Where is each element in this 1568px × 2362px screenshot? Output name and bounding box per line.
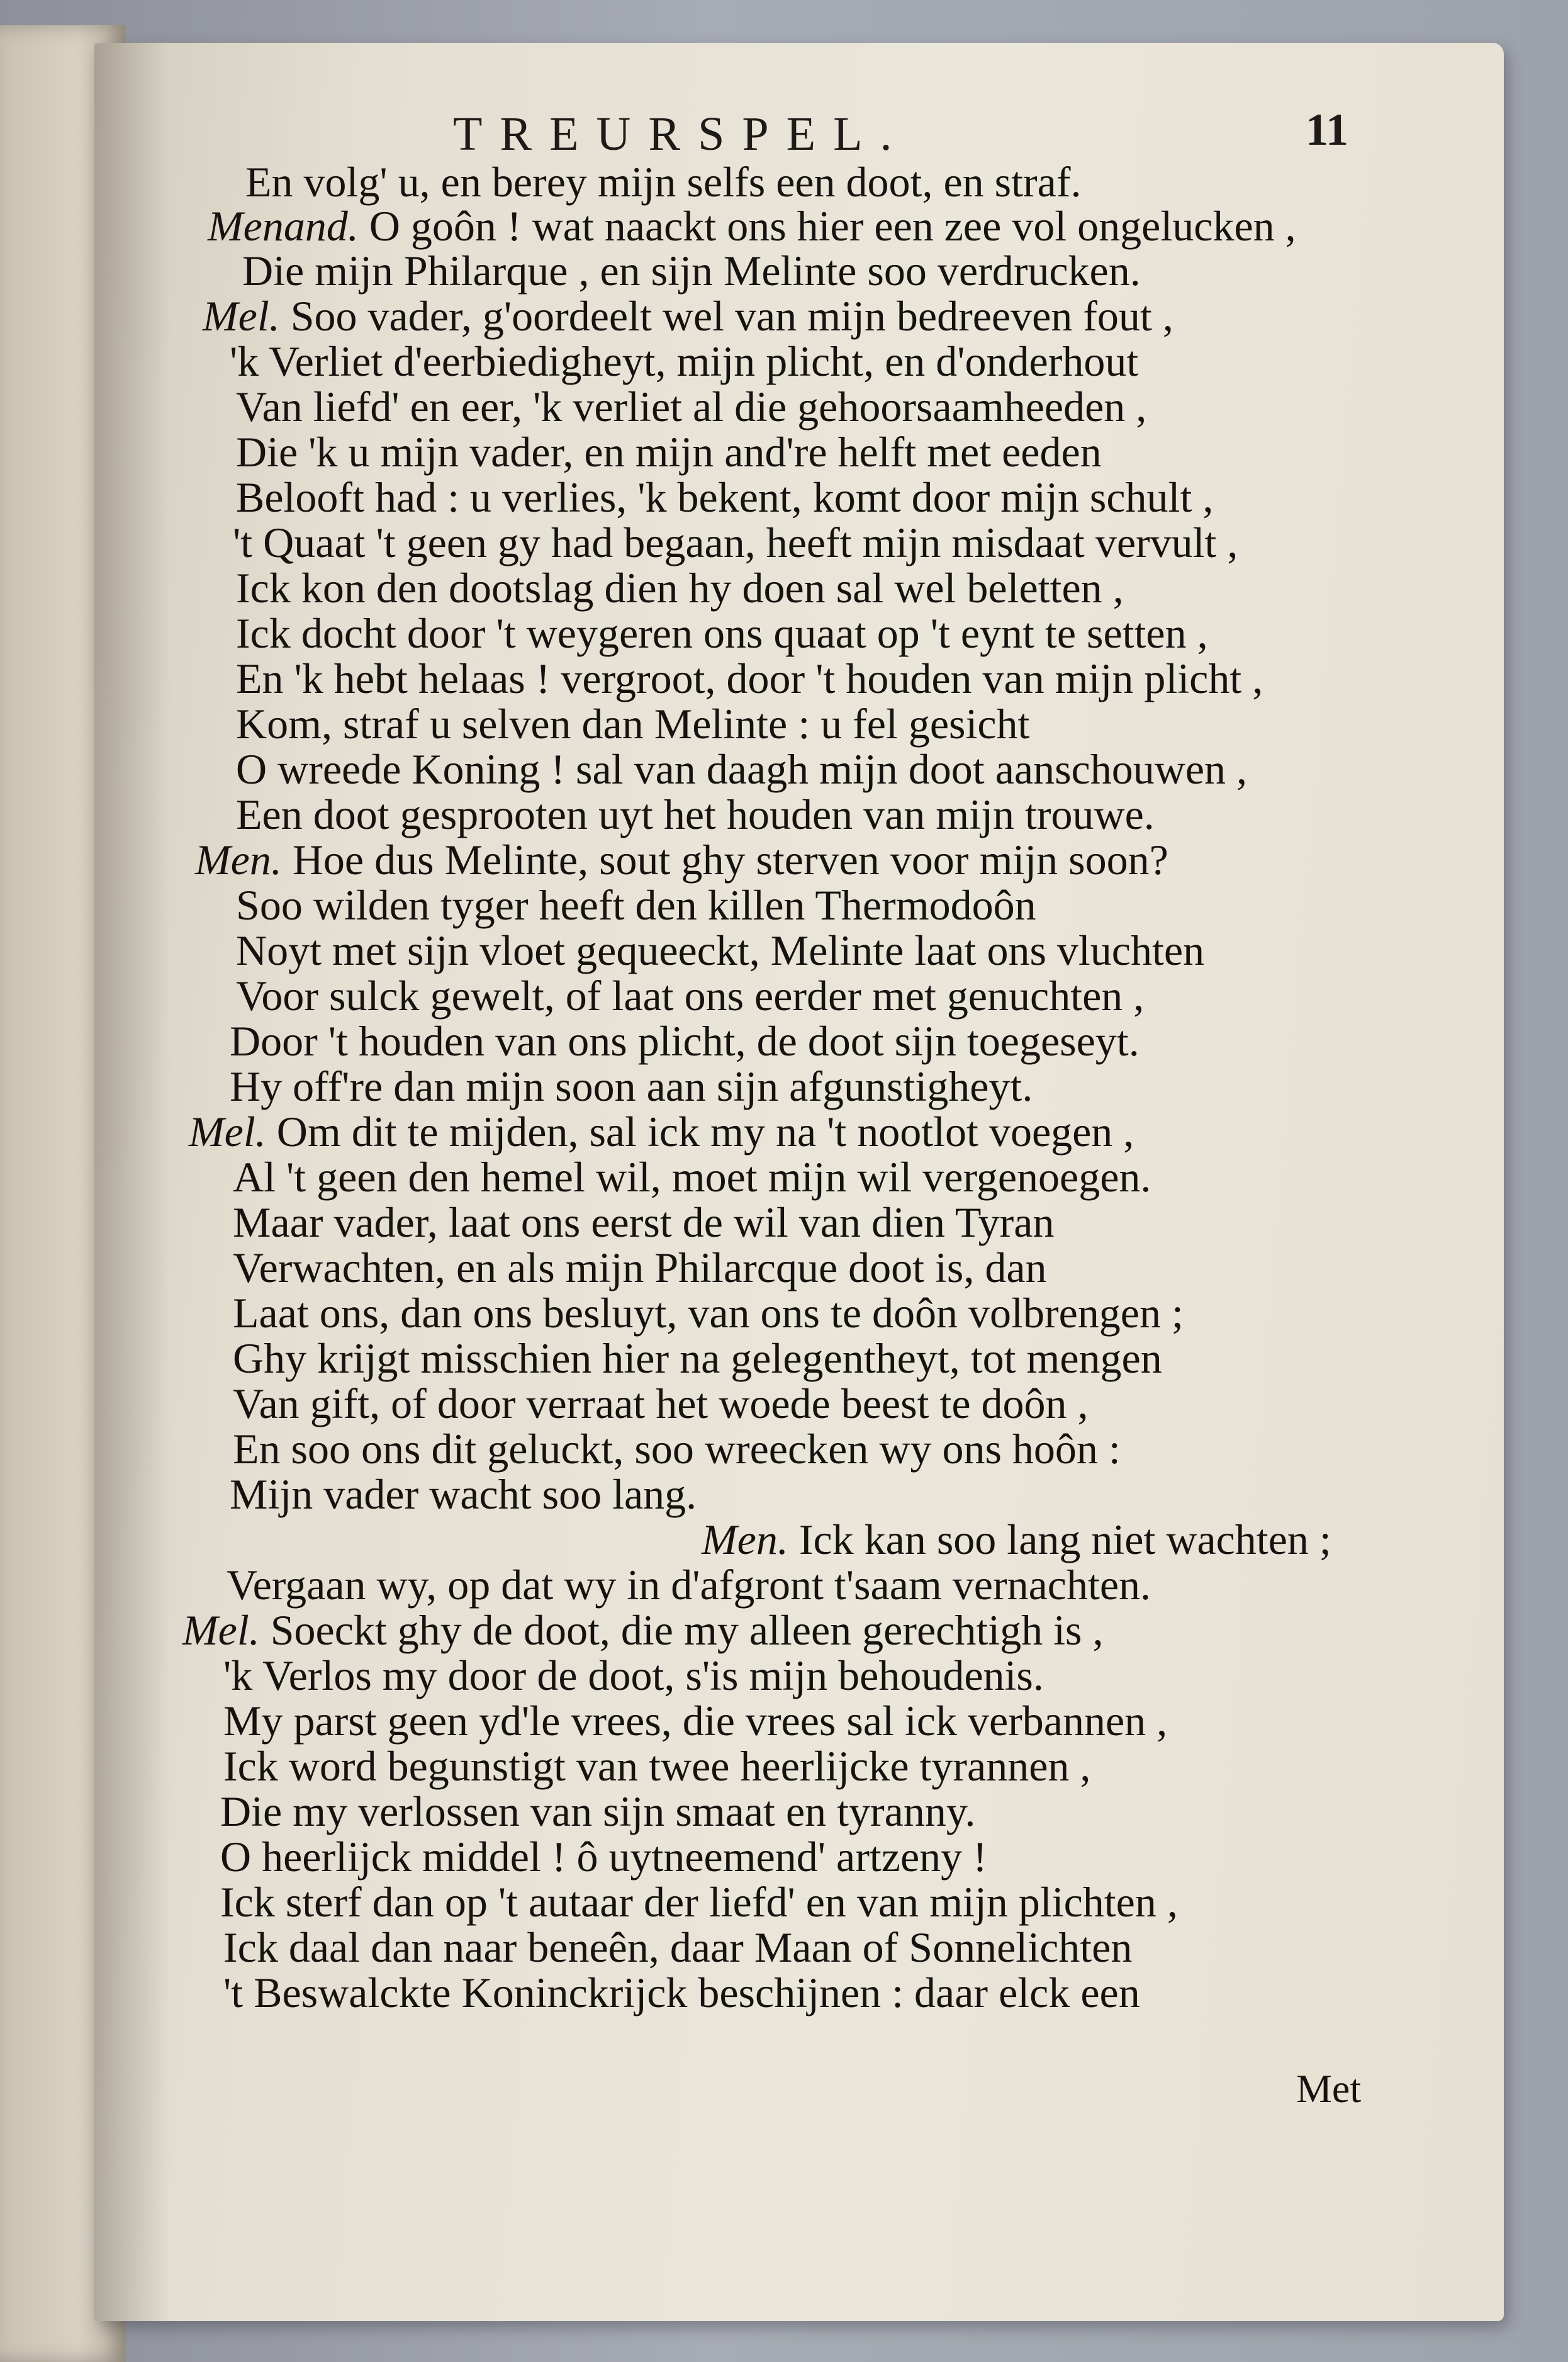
line-text: O heerlijck middel ! ô uytneemend' artzeny ! [220,1833,987,1881]
verse-line [223,1925,1132,1970]
verse-line [233,1336,1162,1381]
verse-line [233,1290,1184,1336]
verse-line [236,746,1247,792]
line-text: 't Quaat 't geen gy had begaan, heeft mijn misdaat vervult , [233,519,1238,566]
verse-line [230,1018,1140,1064]
line-text: Ick daal dan naar beneên, daar Maan of Sonnelichten [223,1923,1133,1971]
verse-line [208,203,1296,249]
line-text: Hy off're dan mijn soon aan sijn afgunstigheyt. [230,1062,1033,1110]
speaker-label: Men. [195,836,282,884]
running-head: TREURSPEL. [453,108,910,160]
verse-line [236,610,1208,656]
line-text: Ick docht door 't weygeren ons quaat op 't eynt te setten , [236,609,1208,657]
line-text: En soo ons dit geluckt, soo wreecken wy ons hoôn : [233,1425,1121,1473]
line-text: My parst geen yd'le vrees, die vrees sal ick verbannen , [223,1697,1168,1745]
line-text: En volg' u, en berey mijn selfs een doot, en straf. [245,158,1082,206]
line-text: Verwachten, en als mijn Philarcque doot is, dan [233,1244,1047,1291]
verse-line [236,475,1213,520]
line-text: Van gift, of door verraat het woede beest te doôn , [233,1380,1089,1427]
verse-line [236,429,1102,475]
verse-line [236,973,1144,1018]
verse-line [233,1154,1151,1200]
line-text: Kom, straf u selven dan Melinte : u fel gesicht [236,700,1030,748]
verse-line [236,701,1029,746]
verse-line [220,1789,975,1834]
verse-line [230,1471,697,1517]
line-text: Om dit te mijden, sal ick my na 't nootlot voegen , [276,1108,1134,1156]
line-text: Ick sterf dan op 't autaar der liefd' en van mijn plichten , [220,1878,1178,1926]
line-text: Soo vader, g'oordeelt wel van mijn bedreeven fout , [290,292,1173,340]
speaker-label: Mel. [182,1606,260,1654]
line-text: Maar vader, laat ons eerst de wil van dien Tyran [233,1198,1055,1246]
verse-line [227,1562,1151,1607]
line-text: Noyt met sijn vloet gequeeckt, Melinte laat ons vluchten [236,926,1205,974]
verse-line [223,1698,1167,1743]
verse-line [245,159,1081,205]
line-text: O wreede Koning ! sal van daagh mijn doot aanschouwen , [236,745,1247,793]
verse-line [236,792,1155,837]
line-text: En 'k hebt helaas ! vergroot, door 't houden van mijn plicht , [236,655,1263,702]
verse-line [230,339,1138,384]
line-text: Soo wilden tyger heeft den killen Thermodoôn [236,881,1036,929]
line-text: O goôn ! wat naackt ons hier een zee vol ongelucken , [369,202,1296,250]
line-text: Mijn vader wacht soo lang. [230,1470,697,1518]
line-text: 'k Verliet d'eerbiedigheyt, mijn plicht, en d'onderhout [230,337,1139,385]
verse-line [233,1200,1054,1245]
verse-line [236,928,1204,973]
verse-line [220,1879,1178,1925]
line-text: Die mijn Philarque , en sijn Melinte soo verdrucken. [242,247,1141,295]
line-text: Voor sulck gewelt, of laat ons eerder met genuchten , [236,972,1145,1020]
line-text: Soeckt ghy de doot, die my alleen gerechtigh is , [270,1606,1104,1654]
speaker-label: Mel. [189,1108,266,1156]
verse-line [233,1426,1121,1471]
verse-line [236,384,1146,429]
line-text: Ick kon den dootslag dien hy doen sal wel beletten , [236,564,1124,612]
verse-line [203,293,1173,339]
line-text: Van liefd' en eer, 'k verliet al die gehoorsaamheeden , [236,383,1147,430]
verse-line [223,1743,1090,1789]
verse-line [233,520,1238,565]
verse-line [702,1517,1331,1562]
verse-line [236,565,1124,610]
verse-line [223,1970,1140,2015]
line-text: Ghy krijgt misschien hier na gelegentheyt, tot mengen [233,1334,1162,1382]
verse-line [230,1064,1033,1109]
verse-line [189,1109,1134,1154]
page-number: 11 [1306,104,1349,155]
verse-line [223,1653,1044,1698]
verse-line [182,1607,1104,1653]
catchword: Met [1296,2066,1362,2111]
verse-line [195,837,1168,882]
line-text: Die my verlossen van sijn smaat en tyranny. [220,1787,976,1835]
line-text: Belooft had : u verlies, 'k bekent, komt door mijn schult , [236,473,1214,521]
line-text: Hoe dus Melinte, sout ghy sterven voor mijn soon? [292,836,1168,884]
line-text: 't Beswalckte Koninckrijck beschijnen : daar elck een [223,1969,1140,2016]
verse-line [233,1245,1047,1290]
speaker-label: Menand. [208,202,359,250]
line-text: Een doot gesprooten uyt het houden van mijn trouwe. [236,790,1155,838]
verse-line [242,248,1141,293]
line-text: Door 't houden van ons plicht, de doot sijn toegeseyt. [230,1017,1140,1065]
verse-line [236,656,1263,701]
speaker-label: Men. [702,1516,788,1563]
verse-line [220,1834,987,1879]
speaker-label: Mel. [203,292,280,340]
line-text: Ick word begunstigt van twee heerlijcke tyrannen , [223,1742,1091,1790]
line-text: Vergaan wy, op dat wy in d'afgront t'saam vernachten. [227,1561,1151,1609]
line-text: 'k Verlos my door de doot, s'is mijn behoudenis. [223,1651,1044,1699]
line-text: Laat ons, dan ons besluyt, van ons te doôn volbrengen ; [233,1289,1184,1337]
line-text: Ick kan soo lang niet wachten ; [798,1516,1331,1563]
line-text: Al 't geen den hemel wil, moet mijn wil vergenoegen. [233,1153,1151,1201]
verse-line [236,882,1036,928]
verse-line [233,1381,1089,1426]
line-text: Die 'k u mijn vader, en mijn and're helft met eeden [236,428,1102,476]
